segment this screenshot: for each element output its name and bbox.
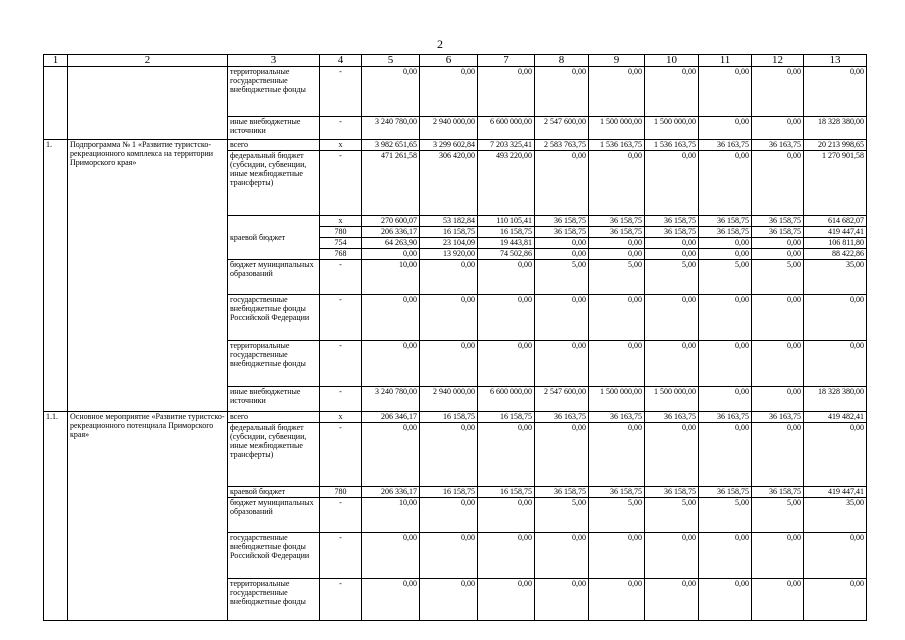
amount-cell: 0,00 bbox=[699, 249, 752, 260]
amount-cell: 0,00 bbox=[535, 579, 589, 621]
amount-cell: 74 502,86 bbox=[478, 249, 535, 260]
amount-cell: 5,00 bbox=[752, 260, 804, 295]
funding-source-label: территориальные государственные внебюджетные фонды bbox=[228, 579, 320, 621]
amount-cell: 0,00 bbox=[752, 238, 804, 249]
amount-cell: 1 536 163,75 bbox=[589, 140, 645, 151]
amount-cell: 18 328 380,00 bbox=[804, 387, 867, 412]
funding-source-label: государственные внебюджетные фонды Российской Федерации bbox=[228, 533, 320, 579]
header-row bbox=[44, 55, 867, 67]
column-number-11: 11 bbox=[699, 55, 752, 67]
budget-code: - bbox=[320, 423, 362, 487]
column-number-10: 10 bbox=[645, 55, 699, 67]
amount-cell: 0,00 bbox=[420, 67, 478, 117]
amount-cell: 0,00 bbox=[535, 249, 589, 260]
amount-cell: 36 163,75 bbox=[699, 412, 752, 423]
amount-cell: 16 158,75 bbox=[478, 227, 535, 238]
amount-cell: 35,00 bbox=[804, 260, 867, 295]
budget-code: - bbox=[320, 117, 362, 140]
amount-cell: 5,00 bbox=[699, 260, 752, 295]
amount-cell: 0,00 bbox=[804, 295, 867, 341]
amount-cell: 13 920,00 bbox=[420, 249, 478, 260]
amount-cell: 0,00 bbox=[752, 151, 804, 216]
amount-cell: 10,00 bbox=[362, 260, 420, 295]
column-number-7: 7 bbox=[478, 55, 535, 67]
amount-cell: 0,00 bbox=[645, 238, 699, 249]
budget-code: - bbox=[320, 151, 362, 216]
amount-cell: 206 336,17 bbox=[362, 487, 420, 498]
amount-cell: 3 982 651,65 bbox=[362, 140, 420, 151]
budget-code: x bbox=[320, 140, 362, 151]
amount-cell: 2 940 000,00 bbox=[420, 117, 478, 140]
amount-cell: 0,00 bbox=[535, 341, 589, 387]
budget-code: - bbox=[320, 260, 362, 295]
amount-cell: 5,00 bbox=[699, 498, 752, 533]
amount-cell: 0,00 bbox=[478, 260, 535, 295]
amount-cell: 0,00 bbox=[804, 67, 867, 117]
amount-cell: 36 158,75 bbox=[645, 487, 699, 498]
amount-cell: 0,00 bbox=[752, 249, 804, 260]
amount-cell: 0,00 bbox=[589, 423, 645, 487]
amount-cell: 6 600 000,00 bbox=[478, 387, 535, 412]
amount-cell: 36 158,75 bbox=[752, 227, 804, 238]
funding-source-label: бюджет муниципальных образований bbox=[228, 498, 320, 533]
amount-cell: 0,00 bbox=[478, 341, 535, 387]
amount-cell: 0,00 bbox=[362, 295, 420, 341]
amount-cell: 493 220,00 bbox=[478, 151, 535, 216]
amount-cell: 0,00 bbox=[804, 341, 867, 387]
amount-cell: 0,00 bbox=[699, 423, 752, 487]
amount-cell: 2 583 763,75 bbox=[535, 140, 589, 151]
amount-cell: 0,00 bbox=[752, 67, 804, 117]
amount-cell: 0,00 bbox=[362, 341, 420, 387]
funding-source-label: территориальные государственные внебюджетные фонды bbox=[228, 67, 320, 117]
budget-code: 768 bbox=[320, 249, 362, 260]
amount-cell: 0,00 bbox=[752, 341, 804, 387]
budget-code: - bbox=[320, 67, 362, 117]
amount-cell: 88 422,86 bbox=[804, 249, 867, 260]
budget-code: x bbox=[320, 216, 362, 227]
amount-cell: 0,00 bbox=[589, 341, 645, 387]
amount-cell: 0,00 bbox=[752, 387, 804, 412]
amount-cell: 0,00 bbox=[699, 387, 752, 412]
amount-cell: 0,00 bbox=[362, 533, 420, 579]
funding-source-label: всего bbox=[228, 140, 320, 151]
amount-cell: 0,00 bbox=[420, 498, 478, 533]
amount-cell: 0,00 bbox=[804, 423, 867, 487]
amount-cell: 23 104,09 bbox=[420, 238, 478, 249]
amount-cell: 0,00 bbox=[645, 533, 699, 579]
item-number: 1.1. bbox=[44, 412, 68, 621]
amount-cell: 0,00 bbox=[589, 151, 645, 216]
budget-code: - bbox=[320, 498, 362, 533]
amount-cell: 0,00 bbox=[535, 423, 589, 487]
funding-source-label: краевой бюджет bbox=[228, 216, 320, 260]
amount-cell: 36 158,75 bbox=[589, 227, 645, 238]
amount-cell: 0,00 bbox=[478, 423, 535, 487]
amount-cell: 0,00 bbox=[645, 249, 699, 260]
amount-cell: 0,00 bbox=[752, 579, 804, 621]
amount-cell: 0,00 bbox=[699, 295, 752, 341]
column-number-3: 3 bbox=[228, 55, 320, 67]
amount-cell: 0,00 bbox=[645, 423, 699, 487]
amount-cell: 16 158,75 bbox=[420, 487, 478, 498]
column-number-12: 12 bbox=[752, 55, 804, 67]
amount-cell: 0,00 bbox=[535, 238, 589, 249]
amount-cell: 0,00 bbox=[535, 533, 589, 579]
amount-cell: 16 158,75 bbox=[420, 227, 478, 238]
amount-cell: 0,00 bbox=[645, 151, 699, 216]
amount-cell: 3 240 780,00 bbox=[362, 117, 420, 140]
amount-cell: 5,00 bbox=[752, 498, 804, 533]
amount-cell: 36 163,75 bbox=[699, 140, 752, 151]
amount-cell: 0,00 bbox=[752, 117, 804, 140]
column-number-5: 5 bbox=[362, 55, 420, 67]
amount-cell: 0,00 bbox=[699, 117, 752, 140]
budget-code: - bbox=[320, 533, 362, 579]
amount-cell: 0,00 bbox=[699, 151, 752, 216]
amount-cell: 1 500 000,00 bbox=[645, 387, 699, 412]
budget-code: - bbox=[320, 341, 362, 387]
amount-cell: 0,00 bbox=[699, 341, 752, 387]
amount-cell: 10,00 bbox=[362, 498, 420, 533]
column-number-8: 8 bbox=[535, 55, 589, 67]
amount-cell: 36 158,75 bbox=[699, 216, 752, 227]
amount-cell: 0,00 bbox=[535, 151, 589, 216]
amount-cell: 7 203 325,41 bbox=[478, 140, 535, 151]
program-title: Подпрограмма № 1 «Развитие туристско-рекреационного комплекса на территории Приморского края» bbox=[68, 140, 228, 412]
amount-cell: 36 158,75 bbox=[752, 487, 804, 498]
amount-cell: 36 158,75 bbox=[645, 227, 699, 238]
amount-cell: 0,00 bbox=[478, 498, 535, 533]
amount-cell: 3 299 602,84 bbox=[420, 140, 478, 151]
funding-source-label: всего bbox=[228, 412, 320, 423]
table-row bbox=[44, 412, 867, 423]
amount-cell: 36 158,75 bbox=[752, 216, 804, 227]
amount-cell: 0,00 bbox=[535, 295, 589, 341]
amount-cell: 0,00 bbox=[699, 533, 752, 579]
amount-cell: 0,00 bbox=[420, 295, 478, 341]
amount-cell: 419 447,41 bbox=[804, 487, 867, 498]
amount-cell: 0,00 bbox=[699, 238, 752, 249]
amount-cell: 1 500 000,00 bbox=[589, 387, 645, 412]
amount-cell: 1 500 000,00 bbox=[589, 117, 645, 140]
amount-cell: 36 163,75 bbox=[645, 412, 699, 423]
amount-cell: 419 447,41 bbox=[804, 227, 867, 238]
amount-cell: 16 158,75 bbox=[478, 487, 535, 498]
amount-cell: 1 500 000,00 bbox=[645, 117, 699, 140]
amount-cell: 0,00 bbox=[645, 341, 699, 387]
amount-cell: 36 158,75 bbox=[645, 216, 699, 227]
funding-source-label: иные внебюджетные источники bbox=[228, 387, 320, 412]
funding-source-label: иные внебюджетные источники bbox=[228, 117, 320, 140]
amount-cell: 18 328 380,00 bbox=[804, 117, 867, 140]
amount-cell: 5,00 bbox=[645, 498, 699, 533]
amount-cell: 0,00 bbox=[478, 295, 535, 341]
amount-cell: 36 158,75 bbox=[589, 487, 645, 498]
amount-cell: 19 443,81 bbox=[478, 238, 535, 249]
amount-cell: 36 158,75 bbox=[589, 216, 645, 227]
amount-cell: 35,00 bbox=[804, 498, 867, 533]
amount-cell: 6 600 000,00 bbox=[478, 117, 535, 140]
budget-code: - bbox=[320, 579, 362, 621]
table-row bbox=[44, 140, 867, 151]
amount-cell: 0,00 bbox=[420, 260, 478, 295]
amount-cell: 471 261,58 bbox=[362, 151, 420, 216]
amount-cell: 0,00 bbox=[420, 533, 478, 579]
budget-code: 780 bbox=[320, 227, 362, 238]
amount-cell: 36 163,75 bbox=[589, 412, 645, 423]
amount-cell: 16 158,75 bbox=[478, 412, 535, 423]
amount-cell: 0,00 bbox=[420, 423, 478, 487]
amount-cell: 106 811,80 bbox=[804, 238, 867, 249]
amount-cell: 0,00 bbox=[804, 533, 867, 579]
amount-cell: 0,00 bbox=[589, 533, 645, 579]
amount-cell: 2 940 000,00 bbox=[420, 387, 478, 412]
amount-cell: 0,00 bbox=[362, 67, 420, 117]
amount-cell: 36 158,75 bbox=[699, 487, 752, 498]
funding-source-label: территориальные государственные внебюджетные фонды bbox=[228, 341, 320, 387]
amount-cell: 0,00 bbox=[804, 579, 867, 621]
column-number-13: 13 bbox=[804, 55, 867, 67]
funding-source-label: федеральный бюджет (субсидии, субвенции, иные межбюджетные трансферты) bbox=[228, 151, 320, 216]
amount-cell: 20 213 998,65 bbox=[804, 140, 867, 151]
amount-cell: 614 682,07 bbox=[804, 216, 867, 227]
amount-cell: 0,00 bbox=[699, 579, 752, 621]
column-number-9: 9 bbox=[589, 55, 645, 67]
column-number-1: 1 bbox=[44, 55, 68, 67]
amount-cell: 0,00 bbox=[535, 67, 589, 117]
amount-cell: 0,00 bbox=[752, 533, 804, 579]
amount-cell: 0,00 bbox=[645, 579, 699, 621]
amount-cell: 36 158,75 bbox=[699, 227, 752, 238]
item-number bbox=[44, 67, 68, 140]
column-number-2: 2 bbox=[68, 55, 228, 67]
amount-cell: 5,00 bbox=[535, 260, 589, 295]
amount-cell: 36 163,75 bbox=[752, 412, 804, 423]
amount-cell: 306 420,00 bbox=[420, 151, 478, 216]
amount-cell: 36 158,75 bbox=[535, 216, 589, 227]
amount-cell: 0,00 bbox=[420, 341, 478, 387]
amount-cell: 0,00 bbox=[752, 423, 804, 487]
budget-code: 754 bbox=[320, 238, 362, 249]
amount-cell: 5,00 bbox=[645, 260, 699, 295]
amount-cell: 2 547 600,00 bbox=[535, 387, 589, 412]
amount-cell: 53 182,84 bbox=[420, 216, 478, 227]
amount-cell: 419 482,41 bbox=[804, 412, 867, 423]
amount-cell: 3 240 780,00 bbox=[362, 387, 420, 412]
amount-cell: 110 105,41 bbox=[478, 216, 535, 227]
amount-cell: 0,00 bbox=[645, 295, 699, 341]
amount-cell: 0,00 bbox=[478, 67, 535, 117]
amount-cell: 0,00 bbox=[478, 533, 535, 579]
budget-code: 780 bbox=[320, 487, 362, 498]
program-title: Основное мероприятие «Развитие туристско-рекреационного потенциала Приморского края» bbox=[68, 412, 228, 621]
column-number-4: 4 bbox=[320, 55, 362, 67]
amount-cell: 270 600,07 bbox=[362, 216, 420, 227]
budget-code: - bbox=[320, 295, 362, 341]
amount-cell: 36 158,75 bbox=[535, 227, 589, 238]
amount-cell: 64 263,90 bbox=[362, 238, 420, 249]
item-number: 1. bbox=[44, 140, 68, 412]
funding-source-label: федеральный бюджет (субсидии, субвенции, иные межбюджетные трансферты) bbox=[228, 423, 320, 487]
amount-cell: 0,00 bbox=[362, 579, 420, 621]
amount-cell: 0,00 bbox=[420, 579, 478, 621]
amount-cell: 5,00 bbox=[589, 260, 645, 295]
program-title bbox=[68, 67, 228, 140]
amount-cell: 1 536 163,75 bbox=[645, 140, 699, 151]
amount-cell: 36 163,75 bbox=[752, 140, 804, 151]
amount-cell: 0,00 bbox=[752, 295, 804, 341]
table-row bbox=[44, 67, 867, 117]
amount-cell: 0,00 bbox=[362, 423, 420, 487]
amount-cell: 0,00 bbox=[589, 249, 645, 260]
amount-cell: 16 158,75 bbox=[420, 412, 478, 423]
funding-source-label: краевой бюджет bbox=[228, 487, 320, 498]
amount-cell: 36 158,75 bbox=[535, 487, 589, 498]
amount-cell: 206 336,17 bbox=[362, 227, 420, 238]
amount-cell: 0,00 bbox=[589, 238, 645, 249]
budget-table bbox=[43, 54, 867, 621]
budget-code: x bbox=[320, 412, 362, 423]
amount-cell: 1 270 901,58 bbox=[804, 151, 867, 216]
funding-source-label: бюджет муниципальных образований bbox=[228, 260, 320, 295]
amount-cell: 0,00 bbox=[589, 295, 645, 341]
amount-cell: 0,00 bbox=[645, 67, 699, 117]
amount-cell: 0,00 bbox=[478, 579, 535, 621]
budget-code: - bbox=[320, 387, 362, 412]
amount-cell: 5,00 bbox=[535, 498, 589, 533]
funding-source-label: государственные внебюджетные фонды Российской Федерации bbox=[228, 295, 320, 341]
amount-cell: 36 163,75 bbox=[535, 412, 589, 423]
column-number-6: 6 bbox=[420, 55, 478, 67]
amount-cell: 0,00 bbox=[589, 67, 645, 117]
amount-cell: 206 346,17 bbox=[362, 412, 420, 423]
amount-cell: 0,00 bbox=[589, 579, 645, 621]
amount-cell: 0,00 bbox=[362, 249, 420, 260]
page-number: 2 bbox=[437, 37, 443, 51]
amount-cell: 0,00 bbox=[699, 67, 752, 117]
amount-cell: 2 547 600,00 bbox=[535, 117, 589, 140]
amount-cell: 5,00 bbox=[589, 498, 645, 533]
